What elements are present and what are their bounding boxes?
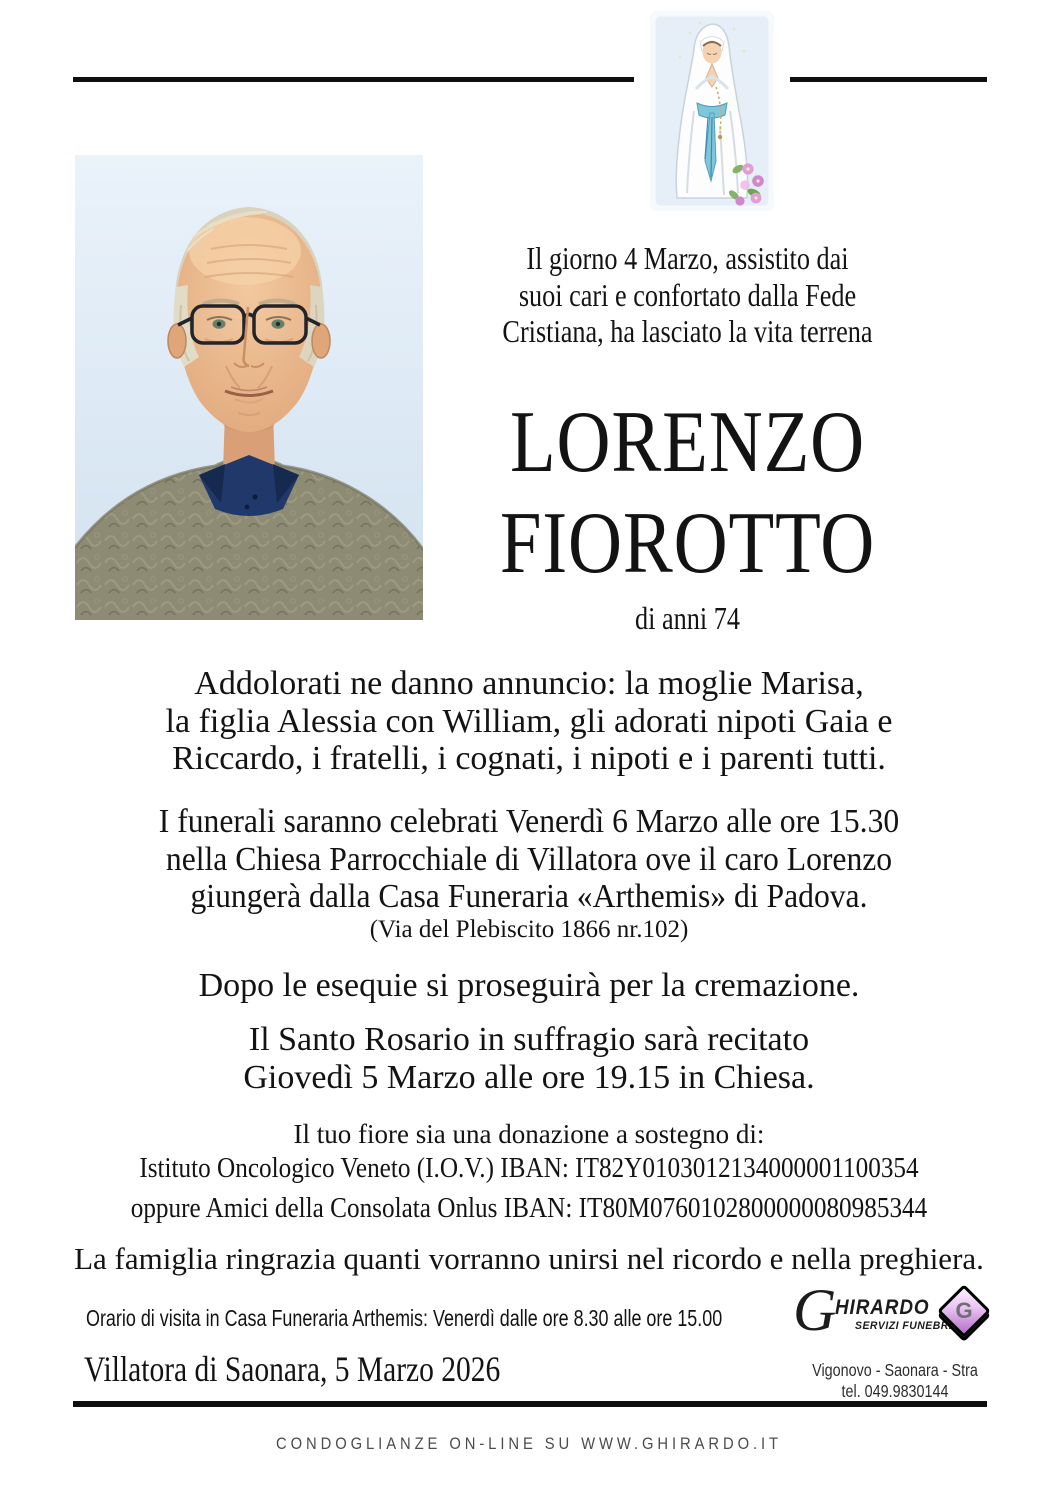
funeral-home-phone: tel. 049.9830144 (841, 1381, 949, 1401)
intro-line: Cristiana, ha lasciato la vita terrena (502, 313, 873, 349)
place-and-date: Villatora di Saonara, 5 Marzo 2026 (84, 1349, 501, 1389)
announcement-line: Addolorati ne danno annuncio: la moglie Marisa, (194, 665, 864, 702)
portrait-photo (75, 155, 423, 620)
donation-iban-line: oppure Amici della Consolata Onlus IBAN: IT80M0760102800000080985344 (130, 1193, 928, 1224)
logo-initial-letter: G (793, 1277, 837, 1343)
madonna-image (634, 4, 790, 218)
funeral-line: giungerà dalla Casa Funeraria «Arthemis» di Padova. (190, 878, 868, 915)
funeral-home-locations: Vigonovo - Saonara - Stra (812, 1360, 978, 1380)
announcement-line: Riccardo, i fratelli, i cognati, i nipoti e i parenti tutti. (172, 740, 886, 777)
logo-wordmark (793, 1277, 997, 1350)
deceased-portrait-image (75, 155, 423, 620)
visiting-hours-line: Orario di visita in Casa Funeraria Arthemis: Venerdì dalle ore 8.30 alle ore 15.00 (86, 1305, 723, 1331)
family-announcement (50, 665, 1008, 778)
funeral-home-logo (793, 1277, 997, 1402)
donation-iban-line: Istituto Oncologico Veneto (I.O.V.) IBAN: IT82Y0103012134000001100354 (139, 1153, 919, 1184)
deceased-last-name: FIOROTTO (499, 495, 876, 592)
rosary-details (50, 1021, 1008, 1096)
intro-line: Il giorno 4 Marzo, assistito dai (526, 240, 849, 276)
logo-name-text: HIRARDO (835, 1296, 930, 1319)
rosary-line: Il Santo Rosario in suffragio sarà recitato (248, 1021, 810, 1058)
intro-line: suoi cari e confortato dalla Fede (518, 276, 857, 313)
madonna-of-lourdes-icon (650, 11, 774, 211)
intro-paragraph (476, 240, 898, 350)
funeral-details (84, 803, 975, 916)
deceased-first-name: LORENZO (510, 394, 865, 491)
online-condolences-line: CONDOGLIANZE ON-LINE SU WWW.GHIRARDO.IT (275, 1434, 783, 1453)
donation-intro: Il tuo fiore sia una donazione a sostegno di: (293, 1119, 765, 1149)
funeral-address-note: (Via del Plebiscito 1866 nr.102) (369, 916, 689, 943)
top-divider-line (73, 77, 987, 82)
bottom-divider-line (73, 1401, 987, 1407)
donation-details (98, 1149, 960, 1229)
family-thanks-line: La famiglia ringrazia quanti vorranno unirsi nel ricordo e nella preghiera. (74, 1241, 984, 1276)
funeral-line: I funerali saranno celebrati Venerdì 6 Marzo alle ore 15.30 (158, 803, 900, 840)
announcement-line: la figlia Alessia con William, gli adorati nipoti Gaia e (165, 702, 893, 740)
logo-diamond-letter: G (955, 1298, 973, 1323)
deceased-name (469, 392, 907, 594)
age-line: di anni 74 (635, 600, 740, 636)
logo-subtitle-text: SERVIZI FUNEBRI (855, 1320, 953, 1332)
cremation-line: Dopo le esequie si proseguirà per la cremazione. (198, 967, 860, 1004)
funeral-line: nella Chiesa Parrocchiale di Villatora ove il caro Lorenzo (165, 840, 893, 878)
rosary-line: Giovedì 5 Marzo alle ore 19.15 in Chiesa. (243, 1058, 815, 1096)
